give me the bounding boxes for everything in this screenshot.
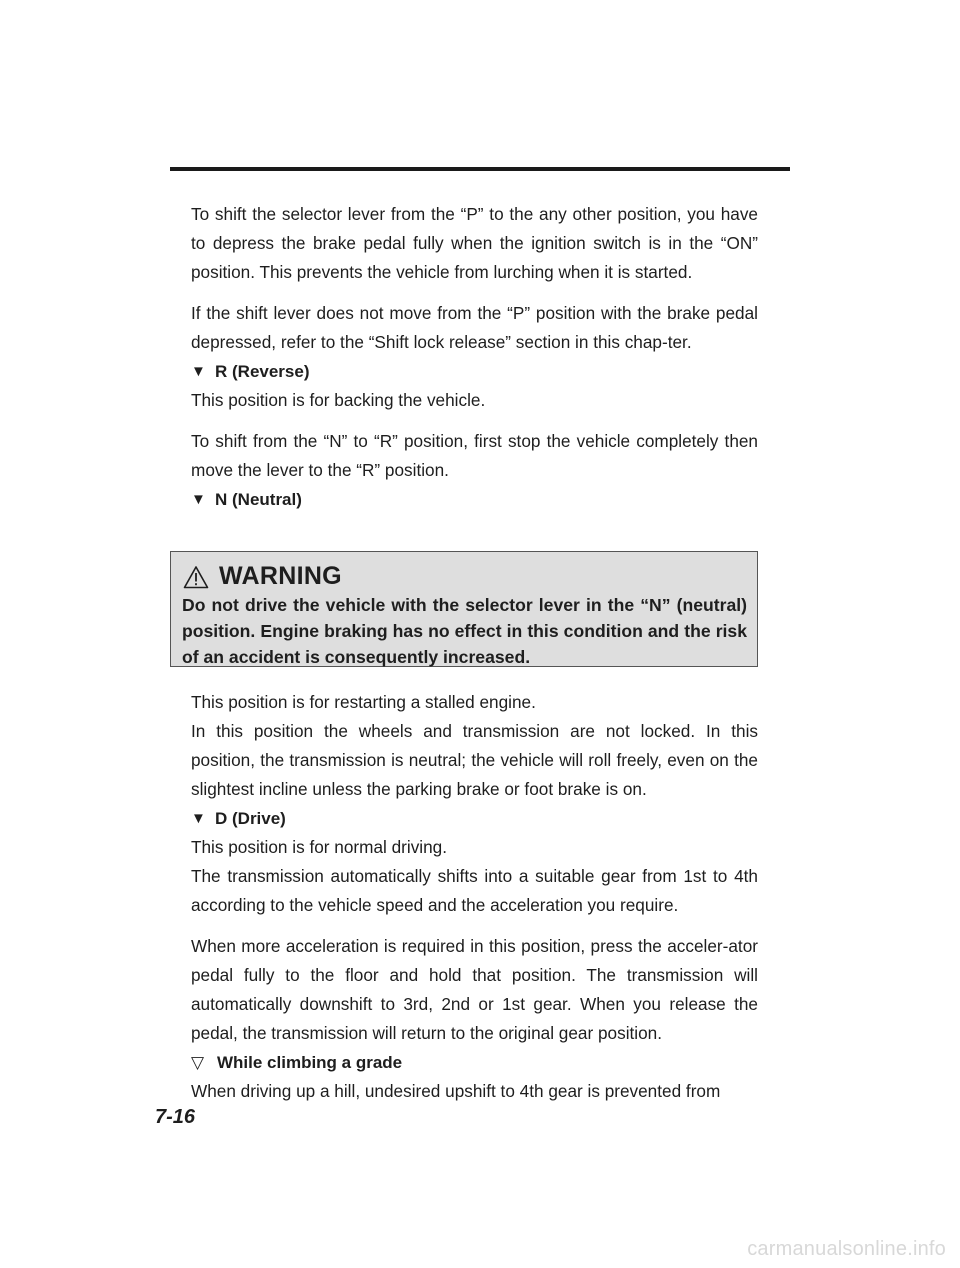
- page-number: 7-16: [155, 1106, 196, 1128]
- intro-paragraph-1: To shift the selector lever from the “P” to the any other position, you have to depress the brake pedal fully when the ignition switch is in the “ON” position. This prevents the vehicle from lurching when it is started.: [191, 204, 758, 282]
- climbing-heading: [191, 1048, 758, 1077]
- warning-title: [183, 562, 342, 591]
- neutral-paragraph-1: This position is for restarting a stalled engine.: [191, 692, 536, 712]
- reverse-paragraph-2: To shift from the “N” to “R” position, first stop the vehicle completely then move the lever to the “R” position.: [191, 431, 758, 480]
- reverse-heading: [191, 357, 758, 386]
- filled-triangle-icon: ▼: [191, 810, 206, 827]
- warning-box: [170, 551, 758, 667]
- drive-heading-label: D (Drive): [215, 809, 286, 828]
- drive-heading: [191, 804, 758, 833]
- reverse-paragraph-1: This position is for backing the vehicle.: [191, 390, 486, 410]
- watermark: carmanualsonline.info: [747, 1238, 946, 1260]
- intro-paragraph-2: If the shift lever does not move from the “P” position with the brake pedal depressed, refer to the “Shift lock release” section in this chap-ter.: [191, 303, 758, 352]
- warning-triangle-icon: [183, 565, 209, 589]
- neutral-heading: [191, 485, 758, 514]
- upper-content: [191, 200, 758, 514]
- filled-triangle-icon: ▼: [191, 363, 206, 380]
- climbing-heading-label: While climbing a grade: [217, 1053, 403, 1072]
- outline-triangle-icon: ▽: [191, 1053, 205, 1072]
- drive-paragraph-1: This position is for normal driving.: [191, 837, 447, 857]
- header-rule: [170, 167, 790, 171]
- drive-paragraph-2: The transmission automatically shifts into a suitable gear from 1st to 4th according to the vehicle speed and the acceleration you require.: [191, 866, 758, 915]
- climbing-paragraph-1: When driving up a hill, undesired upshift to 4th gear is prevented from: [191, 1081, 721, 1101]
- filled-triangle-icon: ▼: [191, 491, 206, 508]
- neutral-heading-label: N (Neutral): [215, 490, 302, 509]
- drive-paragraph-3: When more acceleration is required in this position, press the acceler-ator pedal fully to the floor and hold that position. The transmission will automatically downshift to 3rd, 2nd or 1st gear. When you release the pedal, the transmission will return to the original gear position.: [191, 936, 758, 1043]
- warning-text: Do not drive the vehicle with the selector lever in the “N” (neutral) position. Engine braking has no effect in this condition and the risk of an accident is consequently increased.: [182, 595, 747, 667]
- neutral-paragraph-2: In this position the wheels and transmission are not locked. In this position, the transmission is neutral; the vehicle will roll freely, even on the slightest incline unless the parking brake or foot brake is on.: [191, 721, 758, 799]
- reverse-heading-label: R (Reverse): [215, 362, 310, 381]
- warning-title-label: WARNING: [219, 562, 342, 590]
- lower-content: [191, 688, 758, 1106]
